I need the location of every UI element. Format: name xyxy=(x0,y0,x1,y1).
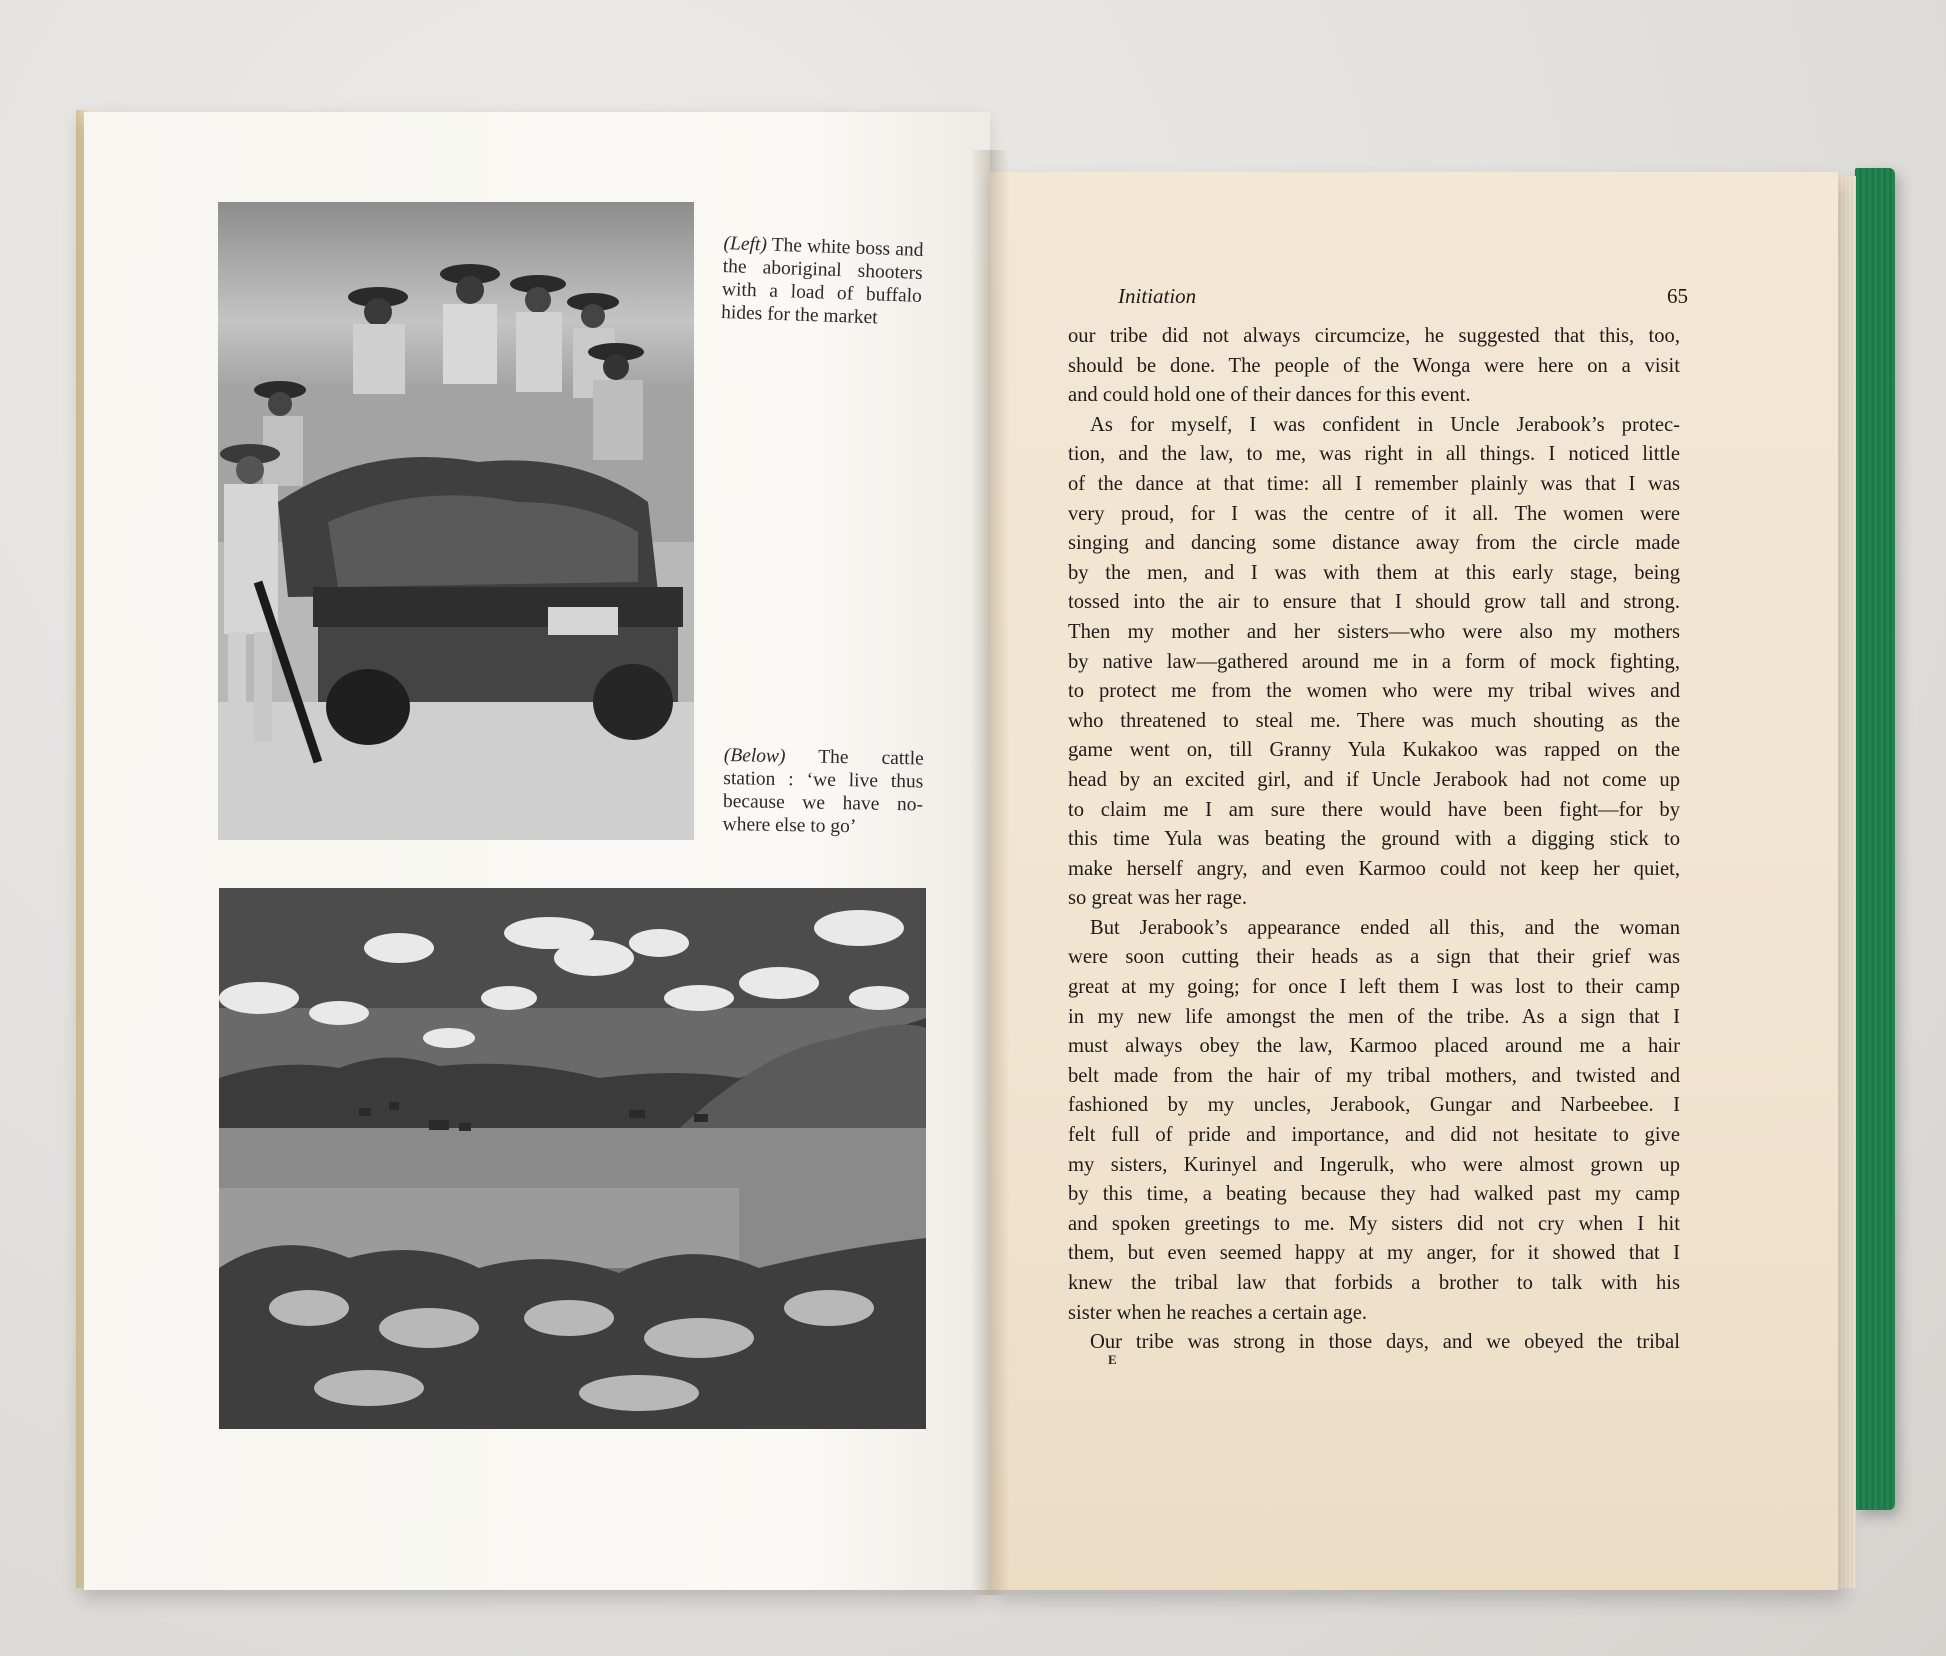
caption-top-photo xyxy=(721,232,924,331)
text-line: felt full of pride and importance, and did not hesitate to give xyxy=(1068,1124,1680,1147)
text-line: make herself angry, and even Karmoo could not keep her quiet, xyxy=(1068,857,1680,880)
text-line: our tribe did not always circumcize, he suggested that this, too, xyxy=(1068,325,1680,347)
text-line: singing and dancing some distance away from the circle made xyxy=(1068,532,1680,555)
text-line: very proud, for I was the centre of it all. The women were xyxy=(1068,502,1680,525)
text-line: must always obey the law, Karmoo placed around me a hair xyxy=(1068,1035,1680,1058)
caption-top-lead: (Left) xyxy=(723,232,768,256)
text-line: by this time, a beating because they had walked past my camp xyxy=(1068,1183,1680,1206)
text-line: of the dance at that time: all I remember plainly was that I was xyxy=(1068,472,1680,495)
running-head xyxy=(1118,284,1688,314)
text-line: my sisters, Kurinyel and Ingerulk, who were almost grown up xyxy=(1068,1153,1680,1176)
text-line: game went on, till Granny Yula Kukakoo was rapped on the xyxy=(1068,739,1680,762)
page-number: 65 xyxy=(1667,284,1688,308)
text-line: who threatened to steal me. There was much shouting as the xyxy=(1068,709,1680,732)
signature-mark: E xyxy=(1108,1352,1117,1367)
chapter-title: Initiation xyxy=(1118,284,1197,308)
green-book-cover xyxy=(1855,168,1895,1510)
text-line: by the men, and I was with them at this early stage, being xyxy=(1068,561,1680,584)
text-line: and could hold one of their dances for this event. xyxy=(1068,384,1471,407)
text-line: tion, and the law, to me, was right in all things. I noticed little xyxy=(1068,443,1680,466)
text-line: by native law—gathered around me in a form of mock fighting, xyxy=(1068,650,1680,673)
book-gutter xyxy=(970,150,1010,1595)
text-line: to protect me from the women who were my tribal wives and xyxy=(1068,680,1680,703)
text-line: Then my mother and her sisters—who were also my mothers xyxy=(1068,620,1680,643)
text-line: to claim me I am sure there would have been fight—for by xyxy=(1068,798,1680,821)
text-line: in my new life amongst the men of the tribe. As a sign that I xyxy=(1068,1005,1680,1028)
text-line: knew the tribal law that forbids a brother to talk with his xyxy=(1068,1272,1680,1294)
truck-photo-illustration xyxy=(218,202,694,840)
text-line: fashioned by my uncles, Jerabook, Gungar and Narbeebee. I xyxy=(1068,1094,1680,1117)
text-line: should be done. The people of the Wonga were here on a visit xyxy=(1068,354,1680,377)
text-line: head by an excited girl, and if Uncle Jerabook had not come up xyxy=(1068,768,1680,791)
text-line: tossed into the air to ensure that I should grow tall and strong. xyxy=(1068,591,1680,614)
text-line: this time Yula was beating the ground with a digging stick to xyxy=(1068,828,1680,851)
text-line: were soon cutting their heads as a sign that their grief was xyxy=(1068,946,1680,969)
text-line: But Jerabook’s appearance ended all this, and the woman xyxy=(1090,916,1680,939)
caption-bottom-lead: (Below) xyxy=(723,744,786,768)
text-line: Our tribe was strong in those days, and we obeyed the tribal xyxy=(1090,1331,1680,1354)
caption-top-text: The white boss and the aboriginal shooters with a load of buffalo hides for the market xyxy=(720,234,924,329)
photo-buffalo-hides-truck xyxy=(218,202,694,840)
body-text xyxy=(1068,322,1680,1358)
caption-bottom-photo xyxy=(722,744,924,839)
text-line: so great was her rage. xyxy=(1068,887,1247,910)
landscape-photo-illustration xyxy=(219,888,926,1429)
text-line: them, but even seemed happy at my anger, for it showed that I xyxy=(1068,1242,1680,1265)
text-line: belt made from the hair of my tribal mothers, and twisted and xyxy=(1068,1064,1680,1087)
text-line: As for myself, I was confident in Uncle Jerabook’s protec- xyxy=(1090,413,1680,436)
photo-cattle-station xyxy=(219,888,926,1429)
text-line: great at my going; for once I left them I was lost to their camp xyxy=(1068,976,1680,999)
text-line: and spoken greetings to me. My sisters did not cry when I hit xyxy=(1068,1212,1680,1235)
caption-bottom-text: The cattle station : ‘we live thus because we have no-where else to go’ xyxy=(722,746,924,838)
text-line: sister when he reaches a certain age. xyxy=(1068,1301,1368,1324)
